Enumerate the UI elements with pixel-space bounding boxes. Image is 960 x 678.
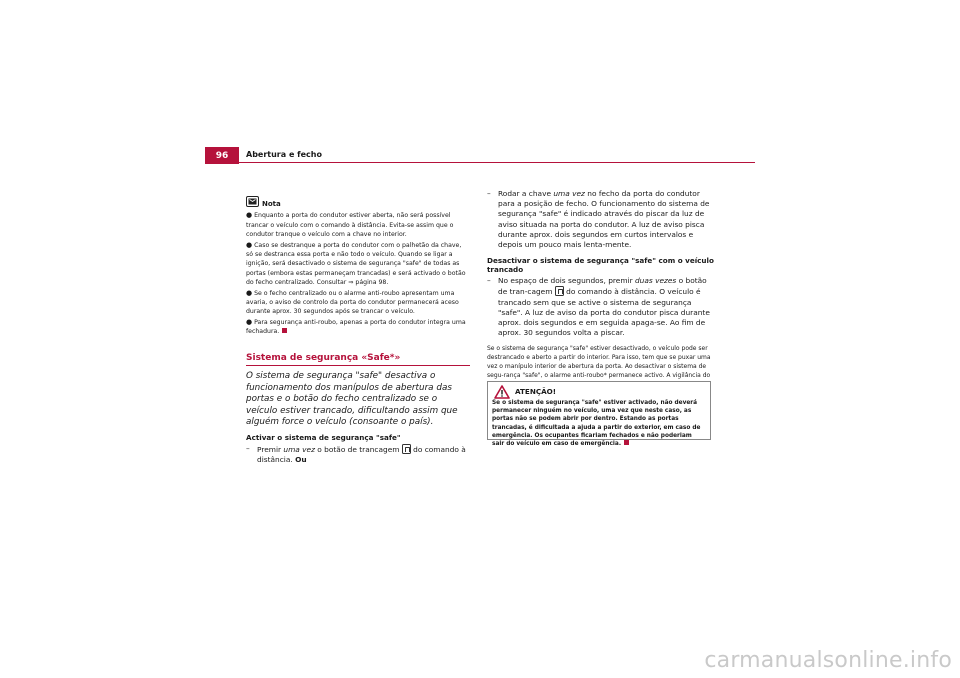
- section-end-mark: [624, 440, 629, 445]
- safe-section-left: [246, 353, 470, 465]
- deactivate-heading: Desactivar o sistema de segurança "safe" com o veículo trancado: [487, 256, 714, 275]
- page-number: 96: [205, 147, 239, 164]
- note-block: [246, 196, 470, 338]
- activate-heading: Activar o sistema de segurança "safe": [246, 432, 401, 442]
- safe-section-right: [487, 189, 715, 389]
- note-title: Nota: [261, 200, 281, 208]
- note-item: ● Para segurança anti-roubo, apenas a porta do condutor integra uma fechadura.: [246, 318, 466, 336]
- watermark: carmanualsonline.info: [704, 648, 952, 673]
- warning-body: Se o sistema de segurança "safe" estiver activado, não deverá permanecer ninguém no veículo, uma vez que neste caso, as portas não se podem abrir por dentro. Estando as portas trancadas, é dificultada a ajuda a partir do exterior, em caso de emergência. Os ocupantes ficariam fechados e não poderiam sair do veículo em caso de emergência.: [492, 400, 701, 448]
- section-end-mark: [282, 328, 287, 333]
- safe-section-heading: Sistema de segurança «Safe*»: [246, 353, 401, 363]
- warning-triangle-icon: [494, 384, 510, 398]
- warning-box: [487, 381, 711, 448]
- bullet-icon: ●: [246, 240, 253, 249]
- activate-step-2: – Rodar a chave uma vez no fecho da porta do condutor para a posição de fecho. O funcionamento do sistema de segurança "safe" é indicado através do piscar da luz de aviso situada na porta do condutor. A luz de aviso pisca durante aprox. dois segundos em curtos intervalos e depois um pouco mais lenta-mente.: [487, 189, 710, 250]
- bullet-icon: ●: [246, 211, 253, 220]
- bullet-icon: ●: [246, 318, 253, 327]
- bullet-icon: ●: [246, 288, 253, 297]
- warning-title: ATENÇÃO!: [515, 386, 557, 396]
- note-item: ● Enquanto a porta do condutor estiver aberta, não será possível trancar o veículo com o comando à distância. Evita-se assim que o condutor tranque o veículo com a chave no interior.: [246, 211, 454, 238]
- header-rule: [205, 162, 755, 163]
- activate-step-1: – Premir uma vez o botão de trancagem do comando à distância. Ou: [246, 443, 466, 464]
- lock-button-icon: [402, 444, 411, 454]
- deactivate-step: – No espaço de dois segundos, premir duas vezes o botão de tran-cagem do comando à distância. O veículo é trancado sem que se active o sistema de segurança "safe". A luz de aviso da porta do condutor pisca durante aprox. dois segundos e em seguida apaga-se. Ao fim de aprox. 30 segundos volta a piscar.: [487, 276, 710, 338]
- heading-rule: [246, 365, 470, 366]
- note-item: ● Caso se destranque a porta do condutor com o palhetão da chave, só se destranca essa porta e não todo o veículo. Quando se ligar a ignição, será desactivado o sistema de segurança "safe" de todas as portas (embora estas permaneçam trancadas) e será activado o botão do fecho centralizado. Consultar ⇒ página 98.: [246, 240, 466, 286]
- section-title: Abertura e fecho: [246, 150, 322, 159]
- lock-button-icon: [555, 286, 564, 296]
- note-item: ● Se o fecho centralizado ou o alarme anti-roubo apresentam uma avaria, o aviso de controlo da porta do condutor permanecerá aceso durante aprox. 30 segundos após se trancar o veículo.: [246, 288, 459, 316]
- safe-intro: O sistema de segurança "safe" desactiva o funcionamento dos manípulos de abertura das portas e o botão do fecho centralizado se o veículo estiver trancado, dificultando assim que alguém force o veículo (consoante o país).: [246, 371, 458, 427]
- deactivated-paragraph: Se o sistema de segurança "safe" estiver desactivado, o veículo pode ser destrancado e aberto a partir do interior. Para isso, tem que se puxar uma vez o manípulo interior de abertura da porta. Ao desactivar o sistema de segu-rança "safe", o alarme anti-roubo* permanece activo. A vigilância do: [487, 345, 711, 379]
- note-icon: [246, 196, 260, 208]
